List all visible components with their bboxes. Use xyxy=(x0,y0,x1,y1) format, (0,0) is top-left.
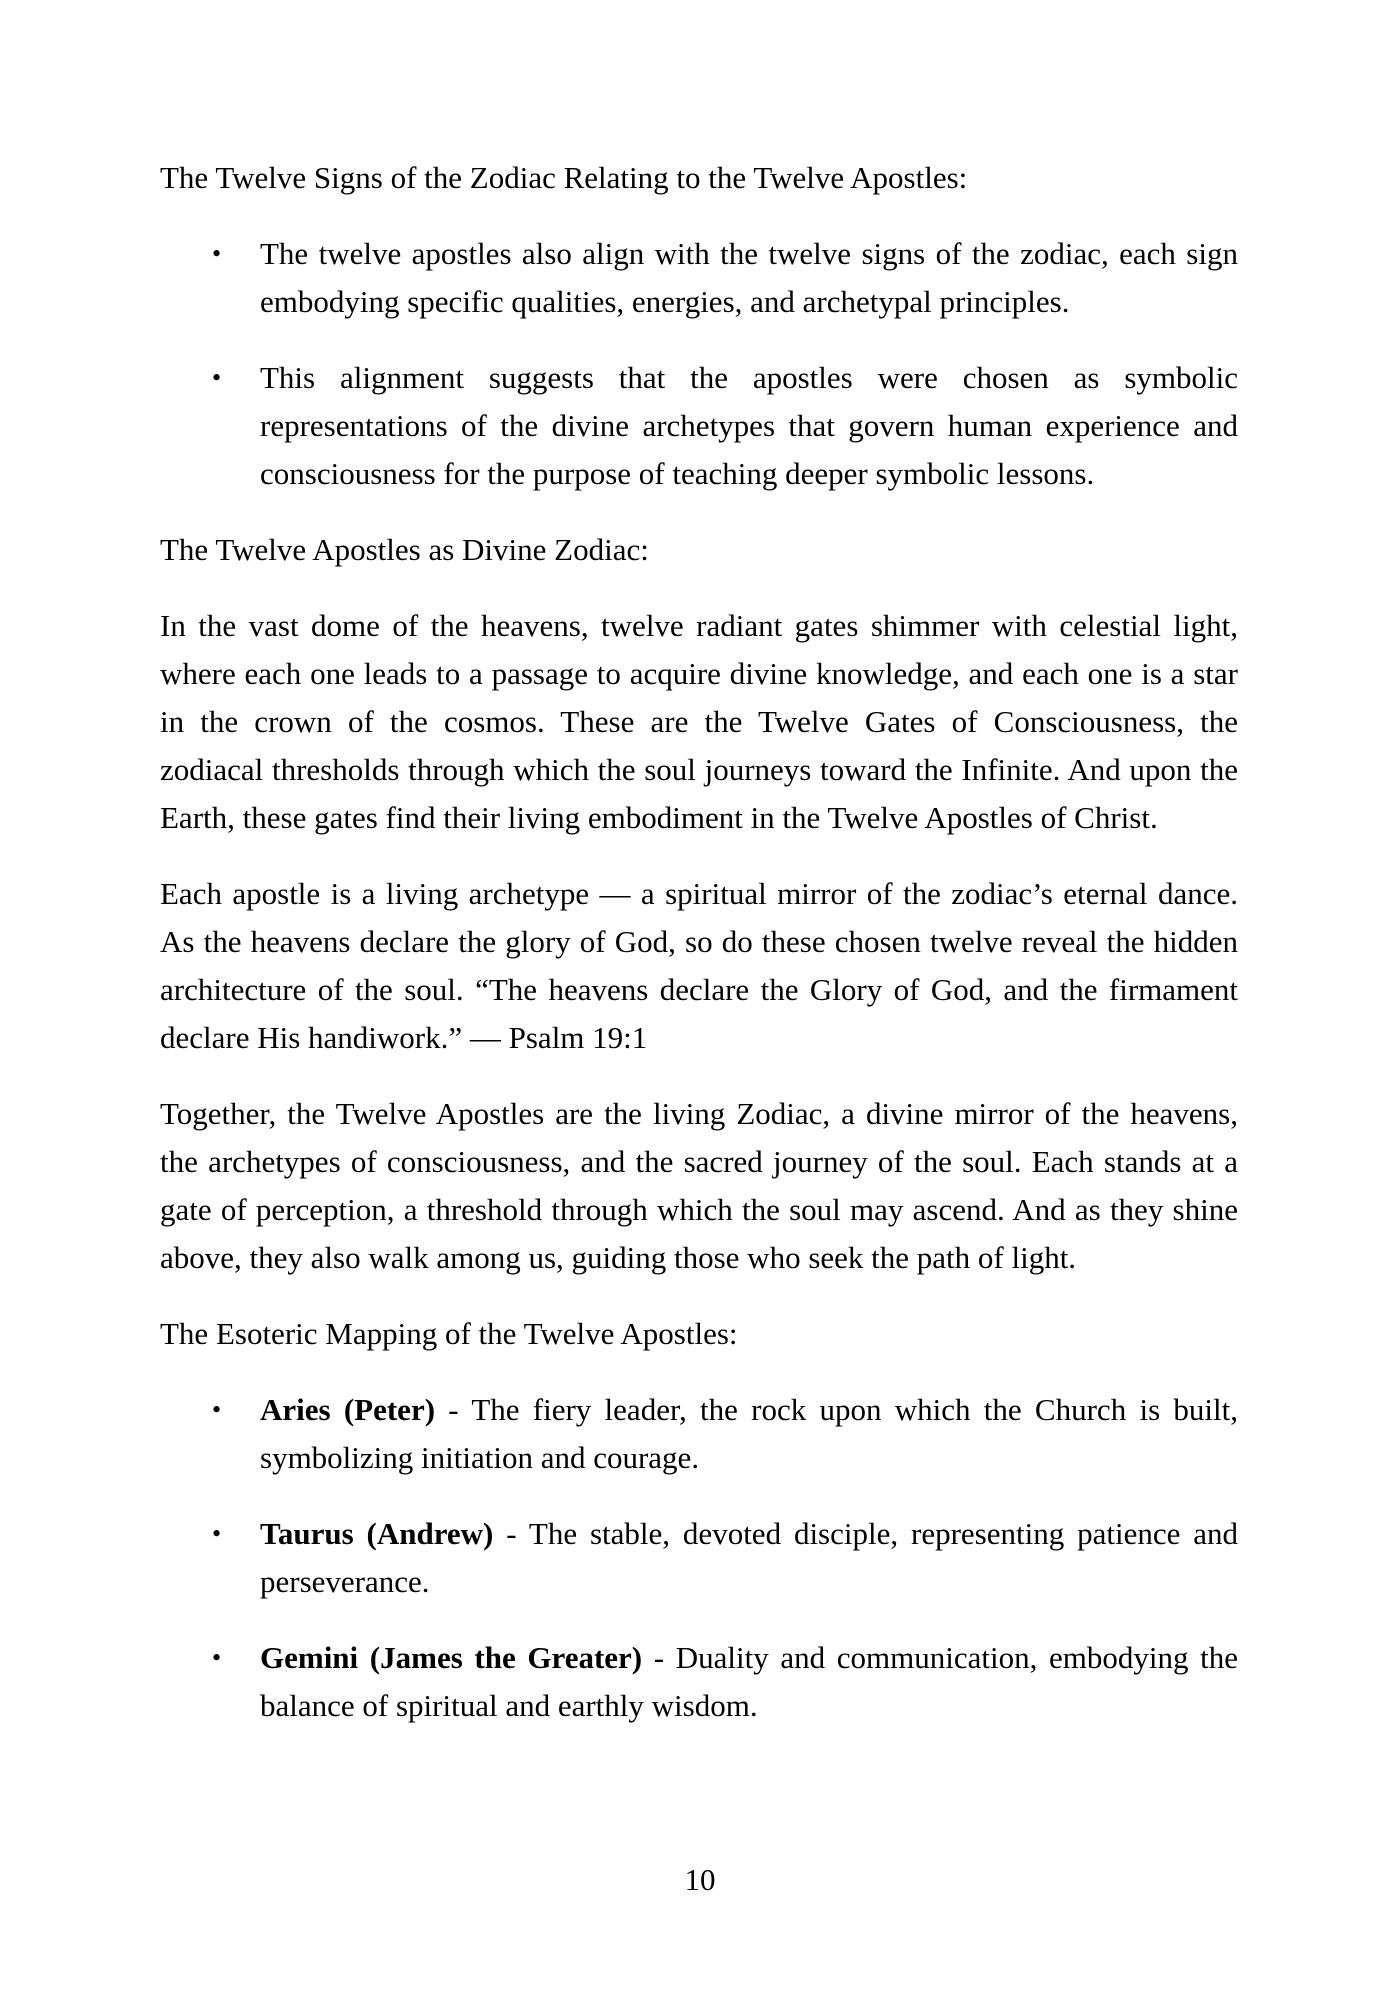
zodiac-signs-bullet-list xyxy=(160,230,1238,498)
list-item-text: This alignment suggests that the apostles were chosen as symbolic representations of the divine archetypes that govern human experience and consciousness for the purpose of teaching deeper symbolic lessons. xyxy=(260,360,1238,491)
mapping-description: - The fiery leader, the rock upon which the Church is built, symbolizing initiation and courage. xyxy=(260,1392,1238,1475)
esoteric-mapping-list xyxy=(160,1386,1238,1730)
section-heading-divine-zodiac: The Twelve Apostles as Divine Zodiac: xyxy=(160,532,649,567)
bullet-icon: • xyxy=(212,1643,222,1672)
mapping-description: - Duality and communication, embodying the balance of spiritual and earthly wisdom. xyxy=(260,1640,1238,1723)
bullet-icon: • xyxy=(212,1519,222,1548)
mapping-term: Taurus (Andrew) xyxy=(260,1516,494,1551)
bullet-icon: • xyxy=(212,239,222,268)
list-item xyxy=(160,230,1238,326)
mapping-item xyxy=(160,1386,1238,1482)
bullet-icon: • xyxy=(212,363,222,392)
mapping-term: Gemini (James the Greater) xyxy=(260,1640,643,1675)
page-number: 10 xyxy=(684,1862,716,1897)
body-paragraph: Each apostle is a living archetype — a spiritual mirror of the zodiac’s eternal dance. As the heavens declare the glory of God, so do these chosen twelve reveal the hidden architecture of the soul. “The heavens declare the Glory of God, and the firmament declare His handiwork.” — Psalm 19:1 xyxy=(160,876,1238,1055)
list-item-text: The twelve apostles also align with the twelve signs of the zodiac, each sign embodying specific qualities, energies, and archetypal principles. xyxy=(260,236,1238,319)
page-content xyxy=(160,154,1238,1758)
mapping-term: Aries (Peter) xyxy=(260,1392,436,1427)
section-heading-zodiac-signs: The Twelve Signs of the Zodiac Relating to the Twelve Apostles: xyxy=(160,160,968,195)
body-paragraph: Together, the Twelve Apostles are the living Zodiac, a divine mirror of the heavens, the archetypes of consciousness, and the sacred journey of the soul. Each stands at a gate of perception, a threshold through which the soul may ascend. And as they shine above, they also walk among us, guiding those who seek the path of light. xyxy=(160,1096,1238,1275)
mapping-item xyxy=(160,1634,1238,1730)
bullet-icon: • xyxy=(212,1395,222,1424)
mapping-item xyxy=(160,1510,1238,1606)
mapping-description: - The stable, devoted disciple, representing patience and perseverance. xyxy=(260,1516,1239,1599)
body-paragraph: In the vast dome of the heavens, twelve radiant gates shimmer with celestial light, where each one leads to a passage to acquire divine knowledge, and each one is a star in the crown of the cosmos. These are the Twelve Gates of Consciousness, the zodiacal thresholds through which the soul journeys toward the Infinite. And upon the Earth, these gates find their living embodiment in the Twelve Apostles of Christ. xyxy=(160,608,1238,835)
list-item xyxy=(160,354,1238,498)
section-heading-esoteric-mapping: The Esoteric Mapping of the Twelve Apostles: xyxy=(160,1316,738,1351)
